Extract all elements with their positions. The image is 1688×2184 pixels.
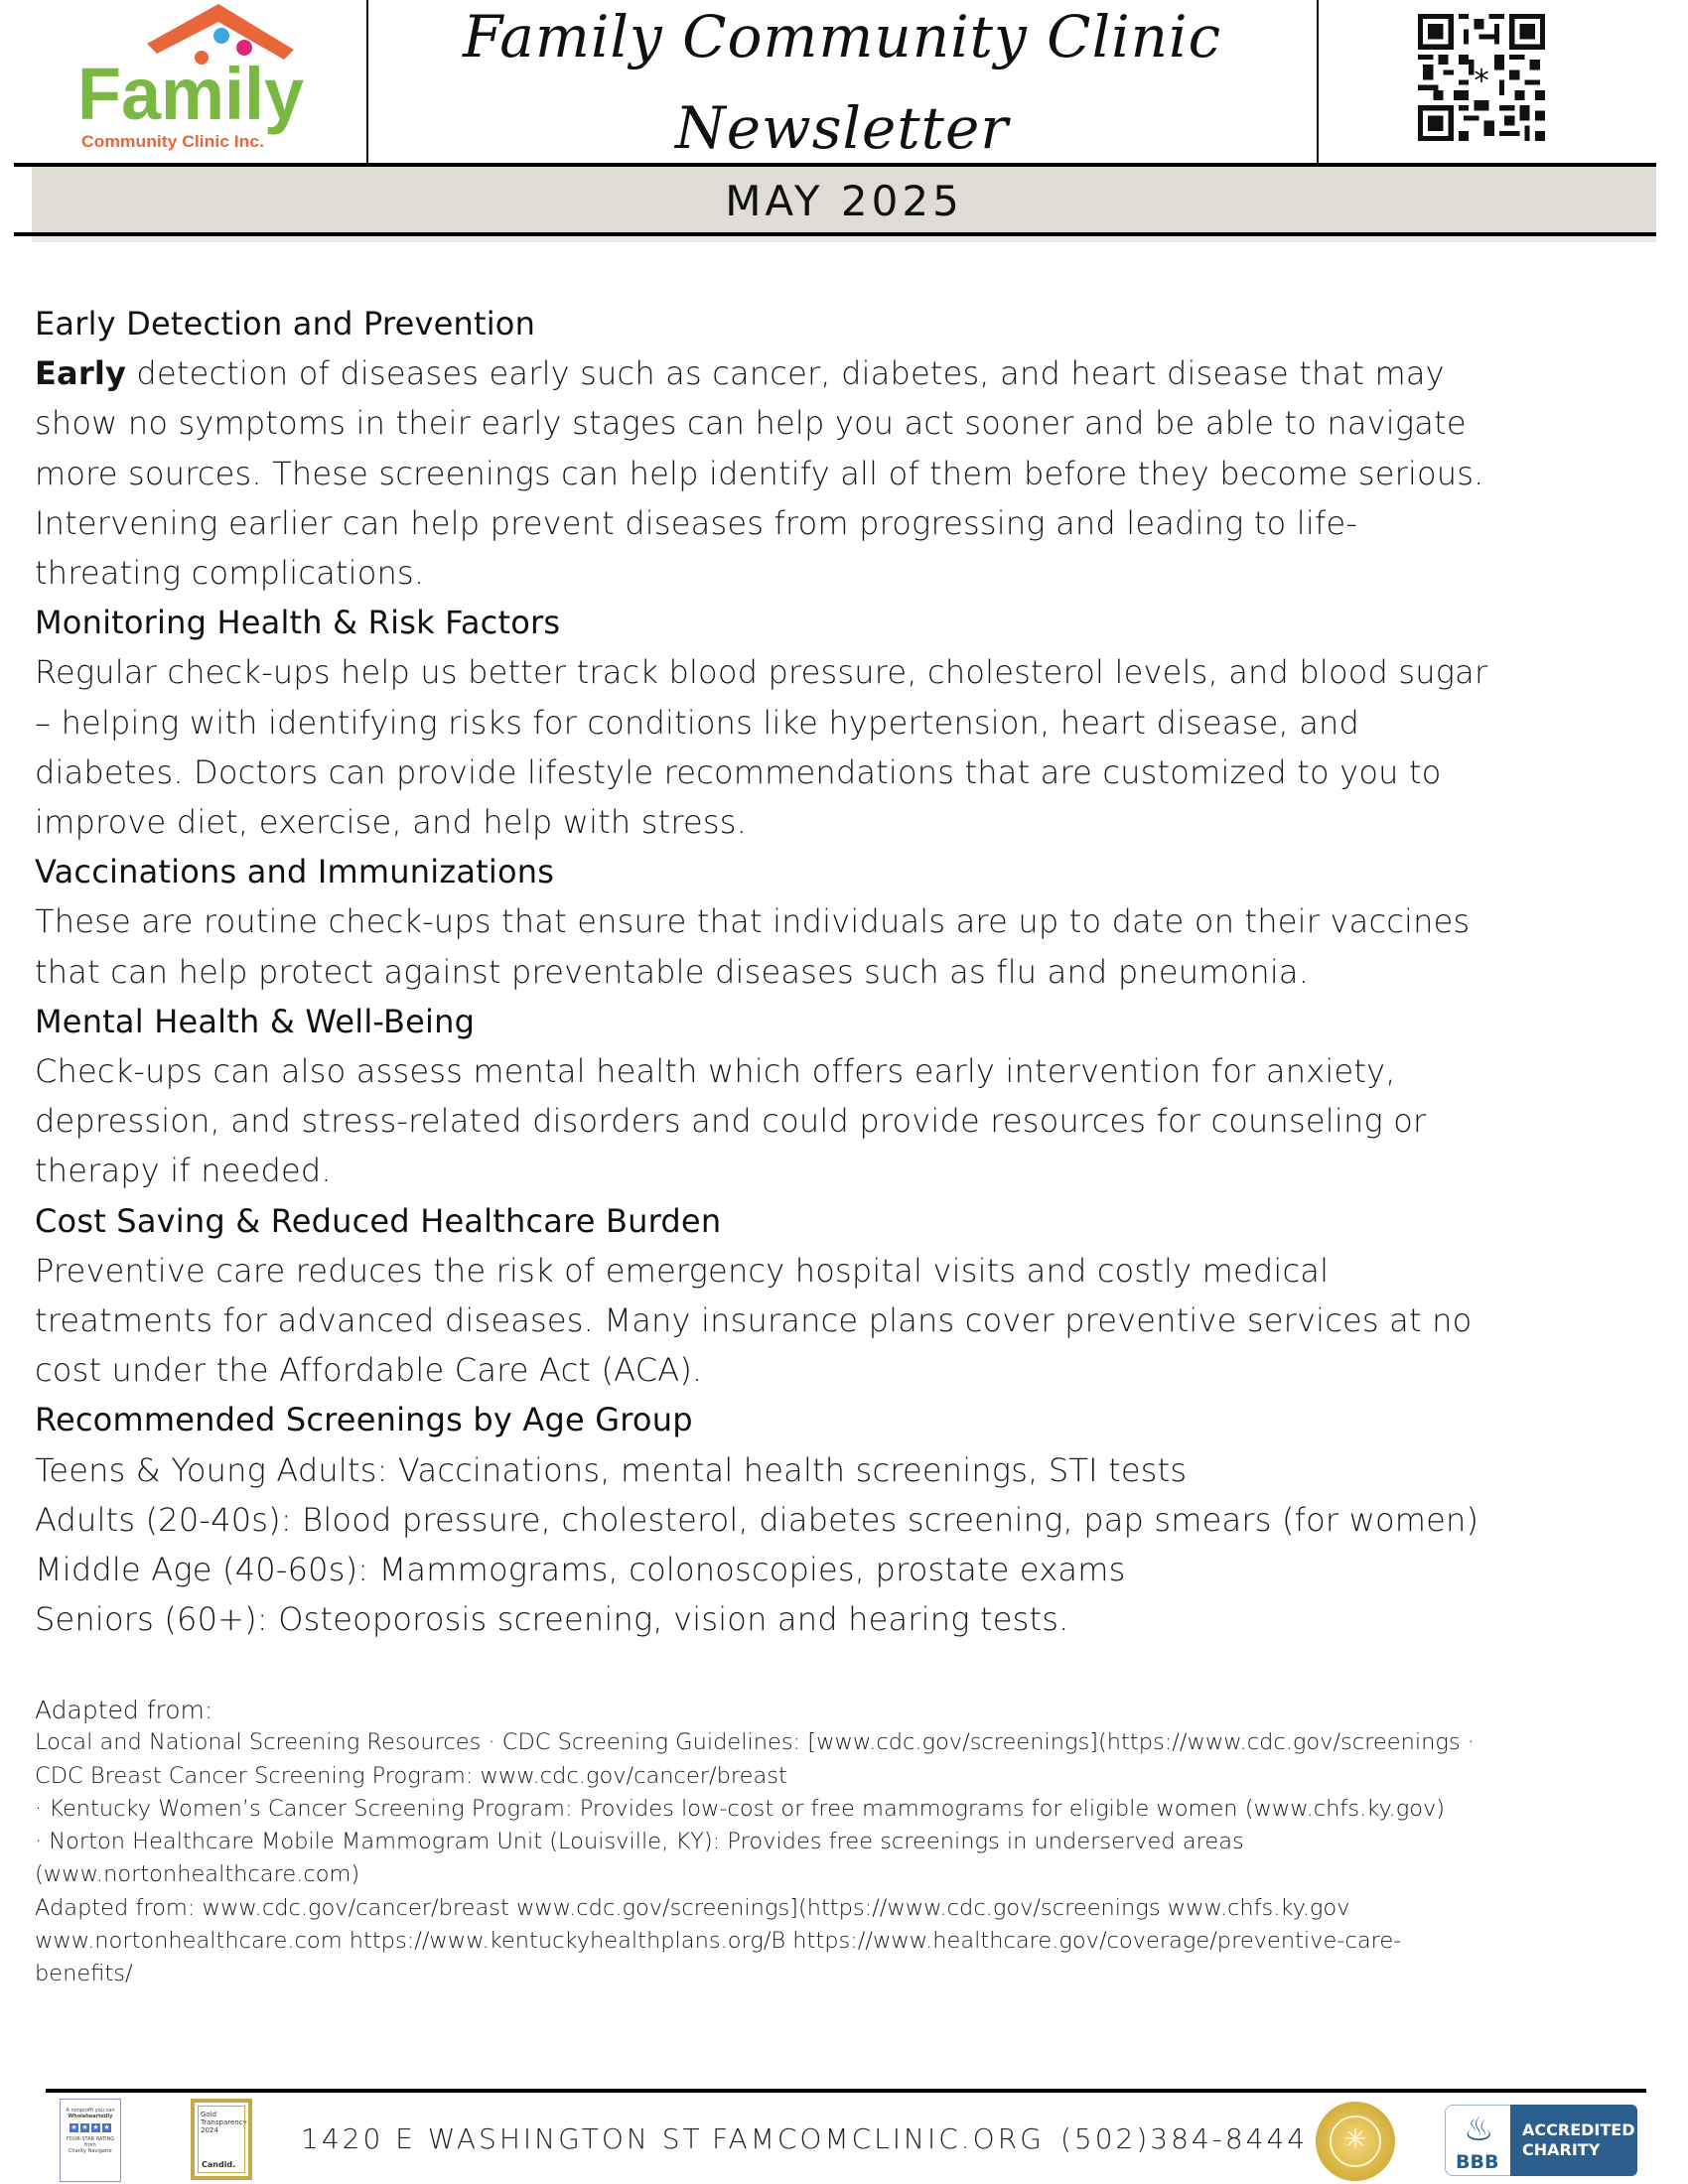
section-body-line: Check-ups can also assess mental health which offers early intervention for anxiety, — [35, 1052, 1396, 1091]
age-group-item: Teens & Young Adults: Vaccinations, mental health screenings, STI tests — [35, 1450, 1188, 1489]
footer-website-link[interactable]: FAMCOMCLINIC.ORG — [712, 2122, 1045, 2155]
badge-text: A nonprofit you can — [66, 2108, 115, 2114]
section-body-line: threating complications. — [35, 554, 425, 593]
footer-rule — [46, 2089, 1646, 2093]
section-monitoring-health — [35, 598, 1663, 847]
badge-text: 2024 — [201, 2126, 218, 2134]
footer-phone[interactable]: (502)384-8444 — [1060, 2122, 1309, 2155]
issue-date: MAY 2025 — [725, 177, 963, 225]
star-icon: ★ — [92, 2123, 99, 2131]
house-logo-icon — [60, 2, 328, 151]
badge-text: from — [84, 2142, 96, 2148]
section-body-line: therapy if needed. — [35, 1152, 332, 1190]
badge-text: Charity Navigator — [68, 2148, 113, 2154]
reference-line[interactable]: benefits/ — [35, 1961, 133, 1987]
clinic-logo — [60, 2, 328, 151]
star-icon: ★ — [81, 2123, 88, 2131]
banner-shadow — [32, 236, 1656, 242]
references-title: Adapted from: — [35, 1696, 213, 1724]
section-body-line: Intervening earlier can help prevent diseases from progressing and leading to life- — [35, 503, 1358, 542]
header-divider — [1317, 0, 1319, 165]
reference-line[interactable]: Adapted from: www.cdc.gov/cancer/breast www.cdc.gov/screenings](https://www.cdc.gov/screenings www.chfs.ky.gov — [35, 1894, 1350, 1921]
badge-text: Wholeheartedly — [68, 2114, 113, 2119]
qr-code-icon[interactable] — [1418, 14, 1545, 141]
star-icon: ★ — [70, 2123, 77, 2131]
title-line-2: Newsletter — [674, 94, 1010, 162]
section-screenings-by-age — [35, 1395, 1663, 1644]
charity-navigator-badge — [60, 2099, 121, 2182]
bbb-accredited-charity-badge — [1445, 2105, 1643, 2176]
section-mental-health — [35, 997, 1663, 1196]
nafc-gold-seal-icon — [1316, 2102, 1395, 2181]
references — [35, 1694, 1663, 1991]
section-body-line: Regular check-ups help us better track blood pressure, cholesterol levels, and blood sugar — [35, 653, 1488, 692]
title-line-1: Family Community Clinic — [462, 3, 1222, 70]
date-banner — [32, 167, 1656, 232]
reference-line[interactable]: CDC Breast Cancer Screening Program: www.cdc.gov/cancer/breast — [35, 1762, 787, 1789]
bbb-accreditation-label — [1510, 2105, 1637, 2176]
seal-emblem-icon: ✳ — [1343, 2122, 1367, 2155]
section-body-line: depression, and stress-related disorders and could provide resources for counseling or — [35, 1102, 1427, 1141]
age-group-item: Adults (20-40s): Blood pressure, cholesterol, diabetes screening, pap smears (for women) — [35, 1500, 1479, 1539]
section-heading: Monitoring Health & Risk Factors — [35, 604, 561, 642]
section-body-line: cost under the Affordable Care Act (ACA). — [35, 1351, 703, 1390]
candid-logo-text: Candid. — [202, 2160, 236, 2169]
star-rating — [61, 2123, 120, 2132]
torch-icon: ♨ — [1464, 2110, 1494, 2149]
section-vaccinations — [35, 847, 1663, 997]
section-body-line: improve diet, exercise, and help with stress. — [35, 803, 748, 842]
section-body-line: that can help protect against preventable diseases such as flu and pneumonia. — [35, 952, 1310, 991]
star-icon: ★ — [103, 2123, 110, 2131]
newsletter-title — [369, 0, 1315, 171]
bbb-text: CHARITY — [1522, 2140, 1601, 2159]
newsletter-body — [35, 299, 1663, 1644]
section-cost-saving — [35, 1196, 1663, 1396]
age-group-item: Seniors (60+): Osteoporosis screening, vision and hearing tests. — [35, 1600, 1069, 1639]
candid-transparency-badge — [191, 2099, 252, 2180]
body-text: detection of diseases early such as cancer, diabetes, and heart disease that may — [126, 354, 1445, 393]
bbb-logo — [1445, 2105, 1510, 2176]
svg-text:Community Clinic Inc.: Community Clinic Inc. — [81, 132, 264, 151]
reference-line[interactable]: · Norton Healthcare Mobile Mammogram Unit (Louisville, KY): Provides free screenings in underserved areas — [35, 1829, 1244, 1855]
reference-line[interactable]: · Kentucky Women’s Cancer Screening Program: Provides low-cost or free mammograms for eligible women (www.chfs.ky.gov) — [35, 1795, 1446, 1822]
section-body-line: These are routine check-ups that ensure that individuals are up to date on their vaccines — [35, 902, 1471, 941]
bbb-text: ACCREDITED — [1522, 2120, 1635, 2139]
section-heading: Cost Saving & Reduced Healthcare Burden — [35, 1201, 722, 1240]
section-body-line: treatments for advanced diseases. Many insurance plans cover preventive services at no — [35, 1301, 1473, 1340]
badge-text: FOUR-STAR RATING — [66, 2136, 115, 2142]
age-group-item: Middle Age (40-60s): Mammograms, colonoscopies, prostate exams — [35, 1551, 1126, 1589]
footer-address: 1420 E WASHINGTON ST — [301, 2122, 703, 2155]
reference-line[interactable]: www.nortonhealthcare.com https://www.kentuckyhealthplans.org/B https://www.healthcare.gov/coverage/preventive-care- — [35, 1928, 1402, 1955]
section-heading: Mental Health & Well-Being — [35, 1002, 476, 1040]
section-body-line: – helping with identifying risks for conditions like hypertension, heart disease, and — [35, 703, 1360, 742]
bbb-label: BBB — [1456, 2151, 1499, 2173]
badge-text: Gold — [201, 2111, 217, 2118]
lead-word: Early — [35, 354, 127, 393]
section-heading: Vaccinations and Immunizations — [35, 853, 555, 891]
section-body-line — [35, 348, 1663, 398]
reference-line[interactable]: (www.nortonhealthcare.com) — [35, 1861, 360, 1888]
section-heading: Early Detection and Prevention — [35, 305, 536, 342]
section-body-line: Preventive care reduces the risk of emergency hospital visits and costly medical — [35, 1251, 1330, 1290]
svg-text:Family: Family — [77, 53, 304, 135]
header-divider — [366, 0, 368, 165]
section-body-line: more sources. These screenings can help identify all of them before they become serious. — [35, 454, 1484, 492]
section-body-line: diabetes. Doctors can provide lifestyle recommendations that are customized to you to — [35, 752, 1442, 791]
section-heading: Recommended Screenings by Age Group — [35, 1401, 693, 1439]
newsletter-header — [0, 0, 1688, 165]
section-early-detection — [35, 299, 1663, 598]
section-body-line: show no symptoms in their early stages can help you act sooner and be able to navigate — [35, 404, 1467, 443]
reference-line[interactable]: Local and National Screening Resources · CDC Screening Guidelines: [www.cdc.gov/screenings](https://www.cdc.gov/screenings · — [35, 1729, 1475, 1756]
badge-text: Transparency — [201, 2118, 247, 2126]
svg-text:*: * — [1474, 63, 1489, 99]
